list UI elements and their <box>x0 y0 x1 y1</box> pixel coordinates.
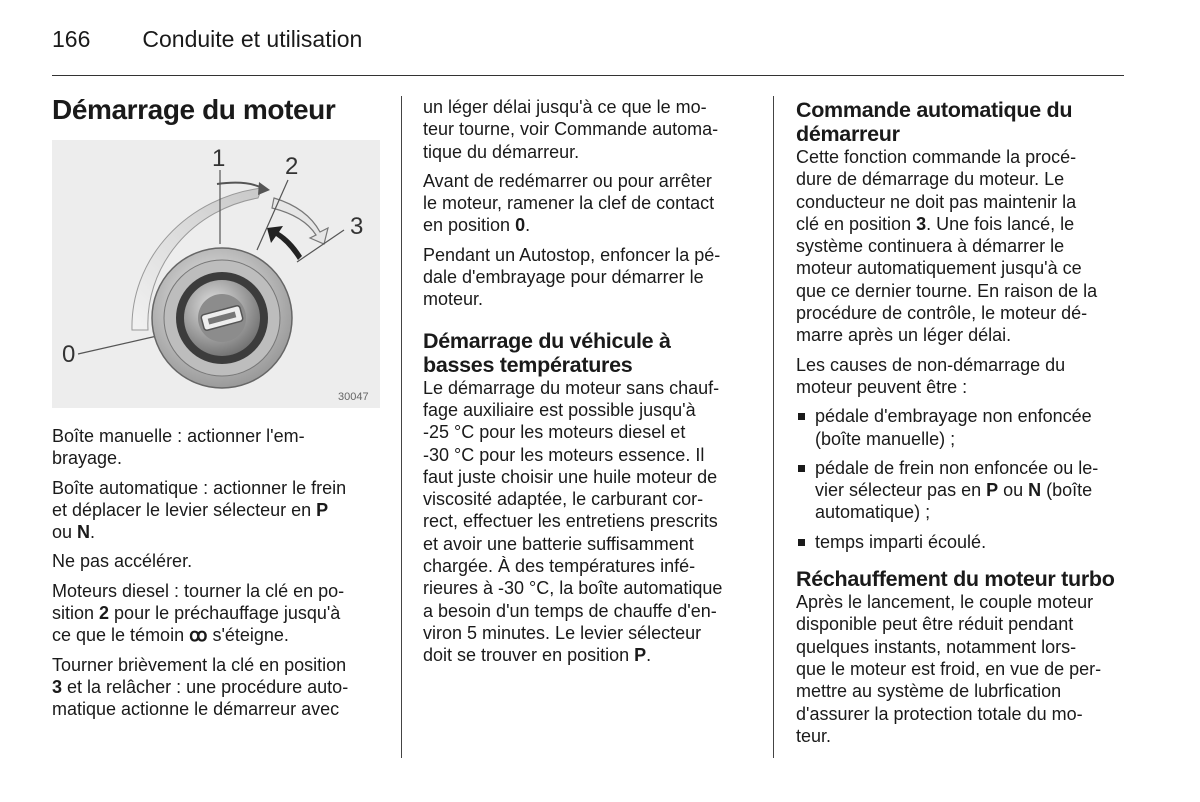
paragraph: Ne pas accélérer. <box>52 551 193 572</box>
column-1-body <box>52 425 387 728</box>
position-label-0: 0 <box>62 341 76 368</box>
subsection-title: Commande automatique du démarreur <box>796 98 1073 146</box>
list-item: pédale d'embrayage non enfoncée (boîte manuelle) ; <box>796 405 1136 450</box>
paragraph: Après le lancement, le couple moteur disponible peut être réduit pendant quelques instants, notamment lors- que le moteur est froid, en vue de per- mettre au système de lubrfication d'assurer la protection totale du mo- teur. <box>796 592 1102 746</box>
column-divider-2 <box>773 96 774 758</box>
chapter-title: Conduite et utilisation <box>142 26 363 52</box>
paragraph: Cette fonction commande la procé- dure de démarrage du moteur. Le conducteur ne doit pas maintenir la clé en position 3. Une fois lancé, le système continuera à démarrer le moteur automatiquement jusqu'à ce que ce dernier tourne. En raison de la procédure de contrôle, le moteur dé- marre après un léger délai. <box>796 147 1098 346</box>
list-item: pédale de frein non enfoncée ou le- vier sélecteur pas en P ou N (boîte automatique) ; <box>796 457 1136 524</box>
position-label-2: 2 <box>285 153 299 180</box>
ignition-diagram <box>52 140 380 408</box>
column-2 <box>423 96 763 674</box>
header-rule <box>52 75 1124 76</box>
leader-line-0 <box>78 336 157 354</box>
page-header <box>52 26 362 53</box>
paragraph: Tourner brièvement la clé en position 3 et la relâcher : une procédure auto- matique actionne le démarreur avec <box>52 654 349 720</box>
list-item: temps imparti écoulé. <box>796 531 1136 553</box>
subsection-title: Réchauffement du moteur turbo <box>796 567 1115 592</box>
paragraph: Boîte manuelle : actionner l'em- brayage. <box>52 426 305 469</box>
glow-plug-icon: ꝏ <box>189 625 208 646</box>
paragraph: Moteurs diesel : tourner la clé en po- sition 2 pour le préchauffage jusqu'à ce que le témoin ꝏ s'éteigne. <box>52 580 345 646</box>
subsection-title: Démarrage du véhicule à basses températures <box>423 328 671 377</box>
column-divider-1 <box>401 96 402 758</box>
section-title: Démarrage du moteur <box>52 94 336 125</box>
position-label-3: 3 <box>350 213 364 240</box>
page-number: 166 <box>52 26 91 52</box>
column-1 <box>52 94 382 126</box>
paragraph: Pendant un Autostop, enfoncer la pé- dale d'embrayage pour démarrer le moteur. <box>423 244 721 310</box>
paragraph: Le démarrage du moteur sans chauf- fage auxiliaire est possible jusqu'à -25 °C pour les moteurs diesel et -30 °C pour les moteurs essence. Il faut juste choisir une huile moteur de viscosité adaptée, le carburant cor- rect, effectuer les entretiens prescrits et avoir une batterie suffisamment chargée. À des températures infé- rieures à -30 °C, la boîte automatique a besoin d'un temps de chauffe d'en- viron 5 minutes. Le levier sélecteur doit se trouver en position P. <box>423 377 723 666</box>
paragraph: un léger délai jusqu'à ce que le mo- teur tourne, voir Commande automa- tique du démarreur. <box>423 97 719 162</box>
paragraph: Boîte automatique : actionner le frein et déplacer le levier sélecteur en P ou N. <box>52 477 347 543</box>
paragraph: Les causes de non-démarrage du moteur peuvent être : <box>796 354 1066 397</box>
position-label-1: 1 <box>212 145 226 172</box>
ignition-switch-figure <box>52 140 380 408</box>
cause-list <box>796 405 1136 553</box>
figure-code: 30047 <box>338 391 369 403</box>
column-3 <box>796 98 1136 754</box>
paragraph: Avant de redémarrer ou pour arrêter le moteur, ramener la clef de contact en position 0. <box>423 170 715 236</box>
